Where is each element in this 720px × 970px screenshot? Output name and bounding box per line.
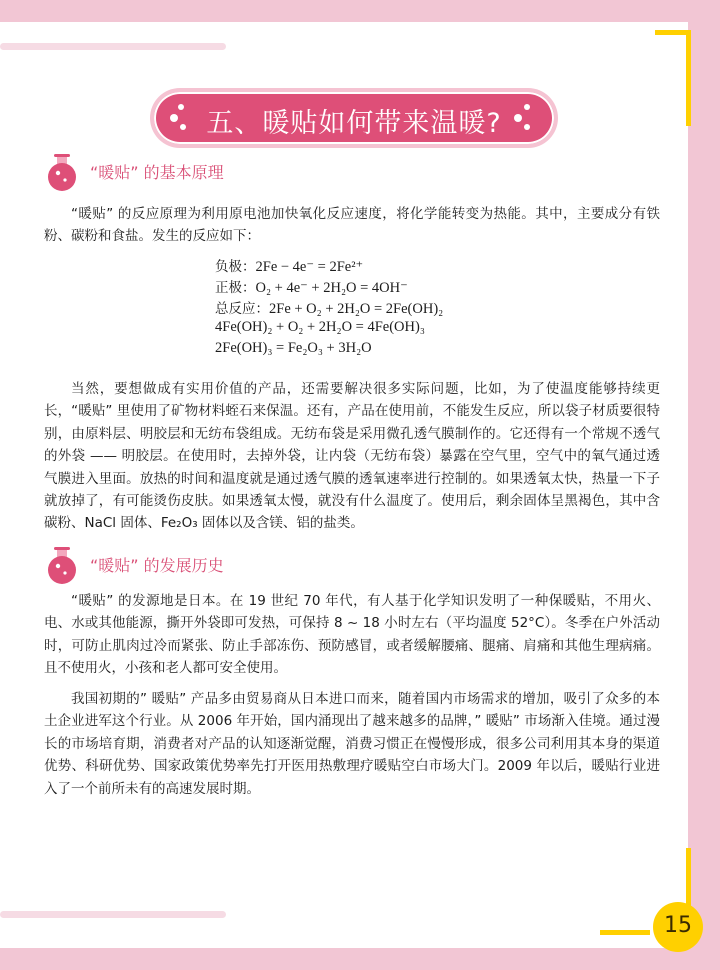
- equation-total: [215, 297, 443, 318]
- history-paragraph-2: 我国初期的” 暖贴” 产品多由贸易商从日本进口而来，随着国内市场需求的增加，吸引了众多的本土企业进军这个行业。从 2006 年开始，国内涌现出了越来越多的品牌，” 暖贴” 市场渐入佳境。通过漫长的市场培育期，消费者对产品的认知逐渐觉醒，消费习惯正在慢慢形成，很多公司利用其本身的渠道优势、科研优势、国家政策优势率先打开医用热敷理疗暖贴空白市场大门。2009 年以后，暖贴行业进入了一个前所未有的高速发展时期。: [44, 691, 660, 797]
- corner-bracket-top-vertical: [686, 30, 691, 126]
- equation-4: 4Fe(OH)₂ + O₂ + 2H₂O = 4Fe(OH)₃: [215, 319, 425, 335]
- negative-electrode-label: 负极：: [215, 259, 256, 275]
- total-reaction-label: 总反应：: [215, 301, 269, 317]
- corner-bracket-bottom: [600, 930, 650, 935]
- page-number: 15: [664, 913, 692, 938]
- positive-equation: O₂ + 4e⁻ + 2H₂O = 4OH⁻: [255, 280, 408, 296]
- flask-icon: [44, 152, 80, 192]
- chapter-title-banner: [150, 88, 558, 148]
- bottom-decoration-line: [0, 911, 226, 918]
- page-number-badge: [653, 902, 703, 952]
- history-paragraph-1: “暖贴” 的发源地是日本。在 19 世纪 70 年代，有人基于化学知识发明了一种保暖贴，不用火、电、水或其他能源，撕开外袋即可发热，可保持 8 ~ 18 小时左右（平均温度 52°C）。冬季在户外活动时，可防止肌肉过冷而紧张、防止手部冻伤、预防感冒，或者缓解腰痛、腿痛、肩痛和其他生理病痛。且不使用火，小孩和老人都可安全使用。: [44, 593, 660, 677]
- chapter-title: 五、暖贴如何带来温暖?: [206, 108, 502, 139]
- equation-5: 2Fe(OH)₃ = Fe₂O₃ + 3H₂O: [215, 340, 372, 356]
- section-heading-principle: [44, 152, 344, 192]
- negative-equation: 2Fe − 4e⁻ = 2Fe²⁺: [255, 259, 364, 275]
- intro-paragraph: “暖贴” 的反应原理为利用原电池加快氧化反应速度，将化学能转变为热能。其中，主要成分有铁粉、碳粉和食盐。发生的反应如下：: [44, 206, 660, 245]
- chapter-title-pill: [154, 92, 554, 144]
- section-title: “暖贴” 的基本原理: [90, 163, 224, 182]
- total-equation: 2Fe + O₂ + 2H₂O = 2Fe(OH)₂: [269, 301, 444, 317]
- section-heading-history: [44, 545, 344, 585]
- positive-electrode-label: 正极：: [215, 280, 256, 296]
- section-title: “暖贴” 的发展历史: [90, 556, 224, 575]
- principle-body-paragraph: 当然，要想做成有实用价值的产品，还需要解决很多实际问题，比如，为了使温度能够持续更长，“暖贴” 里使用了矿物材料蛭石来保温。还有，产品在使用前，不能发生反应，所以袋子材质要很特别，由原料层、明胶层和无纺布袋组成。无纺布袋是采用微孔透气膜制作的。它还得有一个常规不透气的外袋 —— 明胶层。在使用时，去掉外袋，让内袋（无纺布袋）暴露在空气里，空气中的氧气通过透气膜进入里面。放热的时间和温度就是通过透气膜的透氧速率进行控制的。如果透氧太快，热量一下子就放掉了，有可能烫伤皮肤。如果透氧太慢，就没有什么温度了。使用后，剩余固体呈黑褐色，其中含碳粉、NaCl 固体、Fe₂O₃ 固体以及含镁、铝的盐类。: [44, 381, 660, 532]
- top-decoration-line: [0, 43, 226, 50]
- right-dots-decoration: [510, 102, 540, 136]
- equation-positive: [215, 276, 408, 297]
- flask-icon: [44, 545, 80, 585]
- equation-negative: [215, 255, 363, 276]
